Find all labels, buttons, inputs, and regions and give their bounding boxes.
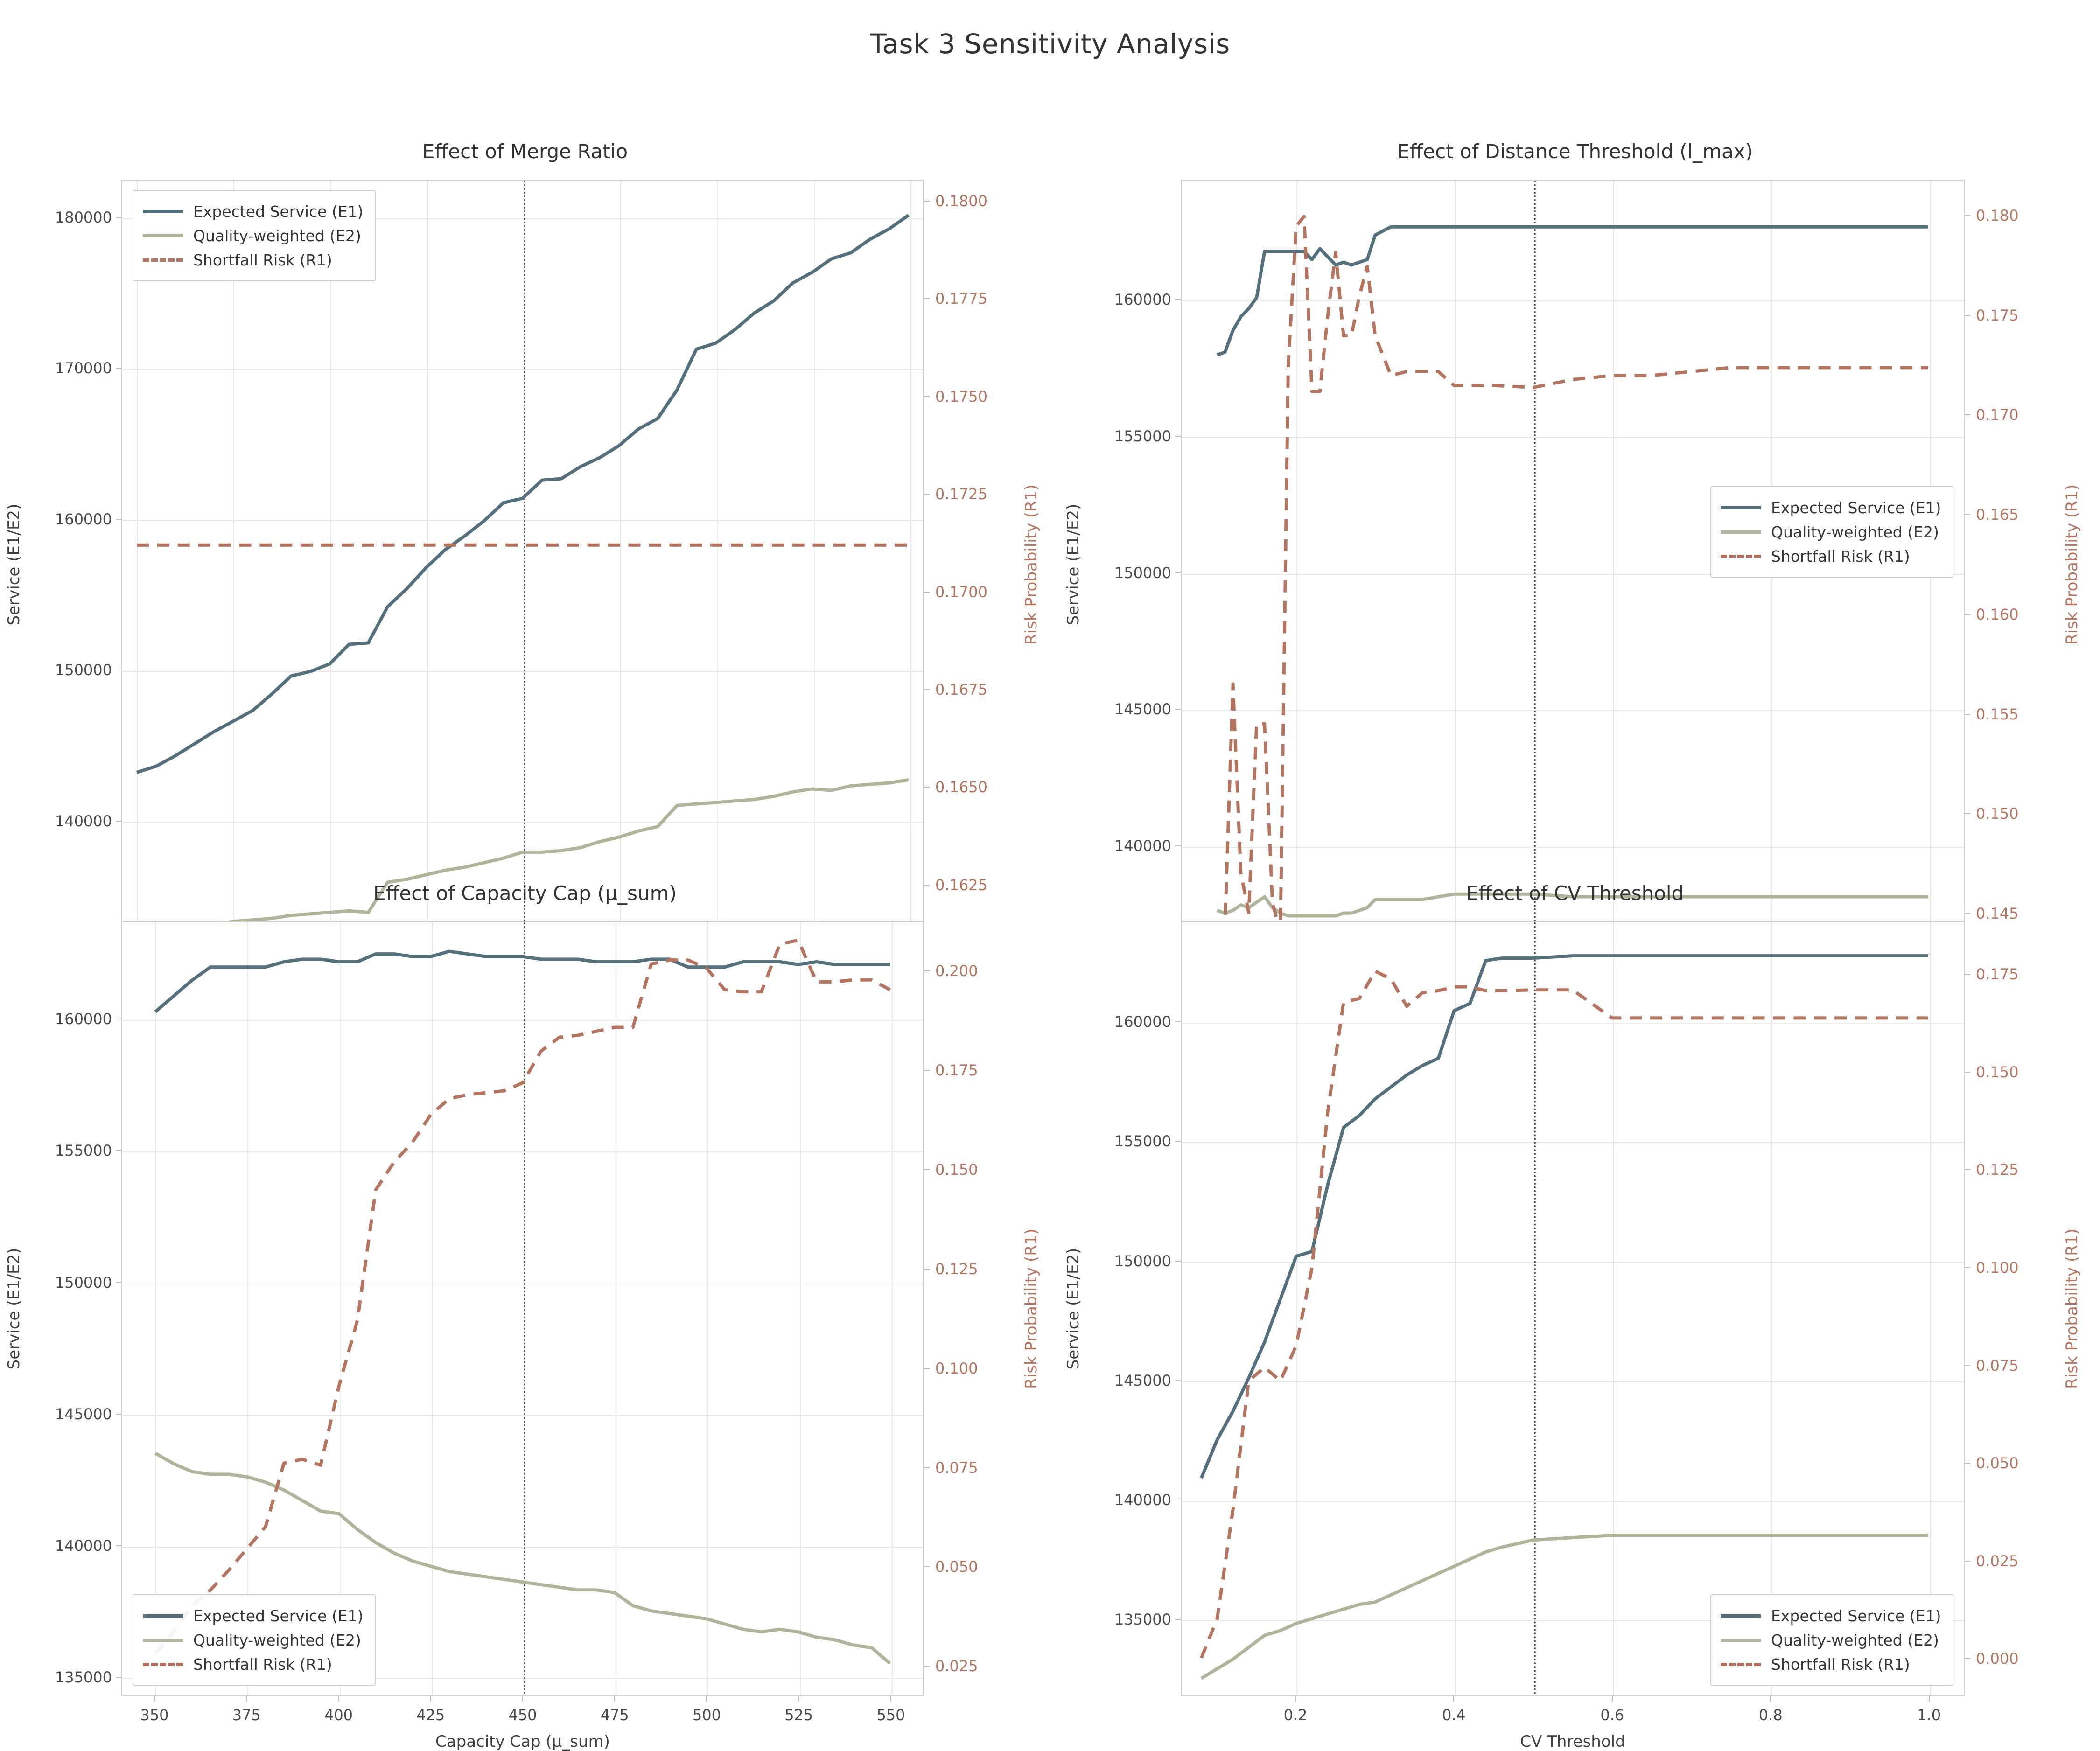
y-tickmark-right [1965,1169,1970,1170]
x-tickmark [1612,1696,1613,1702]
legend-item-shortfall-risk[interactable] [1721,1652,1941,1676]
y-tickmark-right [1965,1658,1970,1659]
legend-swatch [143,210,183,213]
x-tick-label: 0.6 [1600,1706,1624,1724]
legend-item-quality-weighted[interactable] [143,1628,364,1652]
y-tickmark [116,1414,121,1415]
legend-label: Expected Service (E1) [1771,1606,1941,1625]
legend-swatch [1721,506,1761,509]
y-tickmark-right [924,1467,930,1468]
y-tickmark-right [924,1666,930,1667]
legend-label: Shortfall Risk (R1) [193,251,332,269]
y-tick-label-right: 0.1650 [935,778,987,796]
x-tick-label: 0.4 [1442,1706,1466,1724]
y-tick-label-left: 170000 [55,359,112,377]
y-tickmark [1175,1619,1181,1620]
y-tickmark [1175,299,1181,300]
legend-item-shortfall-risk[interactable] [1721,544,1941,568]
legend-label: Expected Service (E1) [1771,498,1941,517]
chart-legend[interactable] [1710,1594,1953,1686]
y-axis-label-left: Service (E1/E2) [1064,1248,1083,1370]
legend-swatch [143,1639,183,1642]
legend-swatch [143,1663,183,1666]
y-tick-label-right: 0.150 [935,1161,978,1179]
chart-legend[interactable] [1710,486,1953,578]
y-tick-label-left: 160000 [1114,291,1171,309]
line-expected-service [1201,956,1928,1478]
y-tick-label-right: 0.000 [1976,1650,2019,1668]
plot-area [1181,921,1965,1696]
y-tick-label-left: 140000 [55,812,112,830]
y-tickmark [1175,436,1181,437]
x-tickmark [890,1696,891,1702]
legend-swatch [1721,530,1761,534]
y-tickmark-right [1965,1267,1970,1268]
panel-title: Effect of CV Threshold [1466,882,1684,905]
y-tickmark-right [924,1368,930,1369]
y-tick-label-right: 0.1725 [935,485,987,503]
y-tickmark [116,1677,121,1678]
y-tick-label-right: 0.175 [935,1061,978,1080]
y-tick-label-left: 135000 [1114,1611,1171,1629]
y-tickmark-right [1965,414,1970,415]
y-tick-label-right: 0.150 [1976,805,2019,823]
y-tick-label-left: 180000 [55,208,112,226]
x-tickmark [1770,1696,1771,1702]
legend-item-quality-weighted[interactable] [1721,520,1941,544]
x-tick-label: 0.2 [1283,1706,1308,1724]
y-tickmark-right [1965,514,1970,515]
y-tickmark-right [924,396,930,397]
y-tick-label-right: 0.1800 [935,192,987,210]
x-tickmark [798,1696,799,1702]
y-tick-label-left: 140000 [1114,1491,1171,1509]
y-tickmark-right [1965,1072,1970,1073]
y-tick-label-right: 0.1675 [935,681,987,699]
legend-swatch [1721,555,1761,558]
line-shortfall-risk [155,940,890,1653]
y-tickmark-right [924,298,930,299]
y-tickmark-right [1965,714,1970,715]
legend-label: Quality-weighted (E2) [193,226,361,245]
x-tickmark [246,1696,247,1702]
legend-label: Shortfall Risk (R1) [1771,1655,1910,1674]
y-axis-label-right: Risk Probability (R1) [1022,484,1041,645]
panel-title: Effect of Capacity Cap (μ_sum) [373,882,677,905]
x-axis-label: Capacity Cap (μ_sum) [435,1732,610,1751]
x-tickmark [522,1696,523,1702]
y-tickmark [1175,1261,1181,1262]
y-tick-label-right: 0.175 [1976,306,2019,324]
x-tick-label: 525 [784,1706,813,1724]
y-tickmark-right [924,494,930,495]
plot-area [121,180,924,949]
panel-capacity-cap [0,877,1050,1751]
y-tick-label-right: 0.1750 [935,387,987,405]
legend-swatch [143,234,183,237]
x-tick-label: 400 [324,1706,353,1724]
y-tickmark [116,1545,121,1546]
y-axis-label-right: Risk Probability (R1) [1022,1228,1041,1389]
y-tick-label-right: 0.1625 [935,876,987,894]
y-tick-label-right: 0.145 [1976,905,2019,923]
panel-title: Effect of Merge Ratio [422,140,628,163]
x-tickmark [1929,1696,1930,1702]
y-tickmark [1175,709,1181,710]
y-tick-label-left: 145000 [1114,1371,1171,1389]
y-tick-label-right: 0.175 [1976,965,2019,984]
legend-swatch [1721,1663,1761,1666]
legend-label: Expected Service (E1) [193,202,364,221]
legend-item-quality-weighted[interactable] [143,223,364,248]
x-tick-label: 350 [140,1706,169,1724]
y-tick-label-right: 0.100 [935,1359,978,1377]
y-tick-label-right: 0.170 [1976,406,2019,424]
y-tickmark-right [924,201,930,202]
x-tickmark [706,1696,707,1702]
y-tickmark [116,1150,121,1151]
x-tickmark [614,1696,615,1702]
panel-cv-threshold [1050,877,2100,1751]
y-tick-label-right: 0.050 [1976,1454,2019,1472]
y-tick-label-right: 0.075 [1976,1356,2019,1374]
legend-label: Expected Service (E1) [193,1606,364,1625]
legend-label: Shortfall Risk (R1) [1771,547,1910,565]
series-layer [122,181,923,949]
line-expected-service [1217,227,1928,355]
y-tick-label-right: 0.025 [935,1657,978,1675]
y-tick-label-right: 0.050 [935,1558,978,1576]
y-tickmark-right [1965,974,1970,975]
y-tick-label-left: 150000 [55,1273,112,1291]
y-axis-label-right: Risk Probability (R1) [2063,484,2081,645]
y-tickmark [116,519,121,520]
y-tick-label-right: 0.180 [1976,206,2019,224]
y-tick-label-right: 0.150 [1976,1063,2019,1081]
x-tickmark [430,1696,431,1702]
x-tickmark [154,1696,155,1702]
y-tick-label-left: 150000 [55,661,112,679]
y-tickmark-right [1965,1365,1970,1366]
legend-label: Quality-weighted (E2) [1771,1631,1939,1649]
y-tick-label-left: 145000 [55,1405,112,1423]
y-tick-label-left: 160000 [55,510,112,528]
y-tick-label-left: 155000 [1114,1132,1171,1151]
line-shortfall-risk [1201,971,1928,1658]
x-tick-label: 375 [232,1706,261,1724]
y-tick-label-right: 0.160 [1976,605,2019,623]
x-tick-label: 1.0 [1917,1706,1941,1724]
legend-label: Quality-weighted (E2) [1771,523,1939,541]
y-tick-label-left: 140000 [1114,837,1171,855]
y-tickmark [1175,1380,1181,1381]
y-tick-label-right: 0.1700 [935,583,987,601]
y-tickmark [116,368,121,369]
legend-label: Shortfall Risk (R1) [193,1655,332,1674]
y-tick-label-right: 0.125 [935,1260,978,1278]
y-tick-label-right: 0.025 [1976,1552,2019,1570]
legend-item-expected-service[interactable] [143,1604,364,1628]
y-tickmark-right [1965,614,1970,615]
y-tickmark [116,217,121,218]
x-tick-label: 0.8 [1758,1706,1783,1724]
plot-area [121,921,924,1696]
legend-item-shortfall-risk[interactable] [143,1652,364,1676]
legend-item-expected-service[interactable] [1721,1604,1941,1628]
y-tick-label-left: 145000 [1114,700,1171,719]
y-tick-label-right: 0.165 [1976,506,2019,524]
legend-swatch [143,1614,183,1618]
y-tickmark [1175,845,1181,846]
y-tickmark-right [924,1070,930,1071]
x-tickmark [338,1696,339,1702]
y-tick-label-right: 0.075 [935,1458,978,1477]
y-tick-label-left: 150000 [1114,564,1171,582]
legend-swatch [1721,1614,1761,1618]
x-tick-label: 425 [416,1706,445,1724]
y-tickmark [116,1282,121,1283]
y-tickmark [1175,572,1181,573]
y-tick-label-left: 155000 [1114,427,1171,445]
y-tickmark-right [924,592,930,593]
y-tickmark-right [1965,215,1970,216]
y-tickmark-right [924,689,930,690]
y-tick-label-left: 140000 [55,1537,112,1555]
legend-label: Quality-weighted (E2) [193,1631,361,1649]
y-tickmark [1175,1141,1181,1142]
x-tickmark [1453,1696,1454,1702]
figure-suptitle: Task 3 Sensitivity Analysis [870,28,1230,60]
legend-item-expected-service[interactable] [143,199,364,223]
y-tick-label-left: 155000 [55,1142,112,1160]
x-tickmark [1295,1696,1296,1702]
legend-swatch [143,258,183,262]
y-tickmark [116,821,121,822]
y-tickmark-right [924,970,930,971]
y-tick-label-right: 0.155 [1976,705,2019,723]
line-expected-service [137,215,909,772]
legend-item-expected-service[interactable] [1721,495,1941,520]
y-tickmark-right [924,787,930,788]
legend-swatch [1721,1639,1761,1642]
y-tick-label-right: 0.1775 [935,290,987,308]
line-expected-service [155,951,890,1012]
y-tickmark-right [924,1169,930,1170]
y-axis-label-left: Service (E1/E2) [1064,503,1083,626]
panel-title: Effect of Distance Threshold (l_max) [1397,140,1753,163]
y-tickmark-right [924,1269,930,1270]
chart-legend[interactable] [133,1594,376,1686]
x-tick-label: 550 [876,1706,905,1724]
series-layer [122,922,923,1695]
y-axis-label-left: Service (E1/E2) [5,503,23,626]
y-tickmark-right [1965,315,1970,316]
y-tick-label-left: 135000 [55,1668,112,1687]
x-axis-label: CV Threshold [1520,1732,1625,1751]
y-tick-label-left: 160000 [1114,1013,1171,1031]
legend-item-shortfall-risk[interactable] [143,248,364,272]
x-tick-label: 475 [600,1706,629,1724]
y-axis-label-left: Service (E1/E2) [5,1248,23,1370]
x-tick-label: 500 [692,1706,721,1724]
chart-legend[interactable] [133,190,376,281]
y-tickmark-right [1965,813,1970,814]
y-axis-label-right: Risk Probability (R1) [2063,1228,2081,1389]
x-tick-label: 450 [508,1706,537,1724]
y-tickmark-right [1965,1463,1970,1464]
y-tickmark-right [924,1566,930,1567]
y-tick-label-right: 0.125 [1976,1161,2019,1179]
y-tick-label-right: 0.100 [1976,1258,2019,1277]
y-tick-label-left: 150000 [1114,1252,1171,1270]
y-tickmark-right [1965,1561,1970,1562]
y-tick-label-left: 160000 [55,1010,112,1028]
y-tick-label-right: 0.200 [935,962,978,980]
legend-item-quality-weighted[interactable] [1721,1628,1941,1652]
y-tickmark [1175,1021,1181,1022]
series-layer [1182,922,1964,1695]
